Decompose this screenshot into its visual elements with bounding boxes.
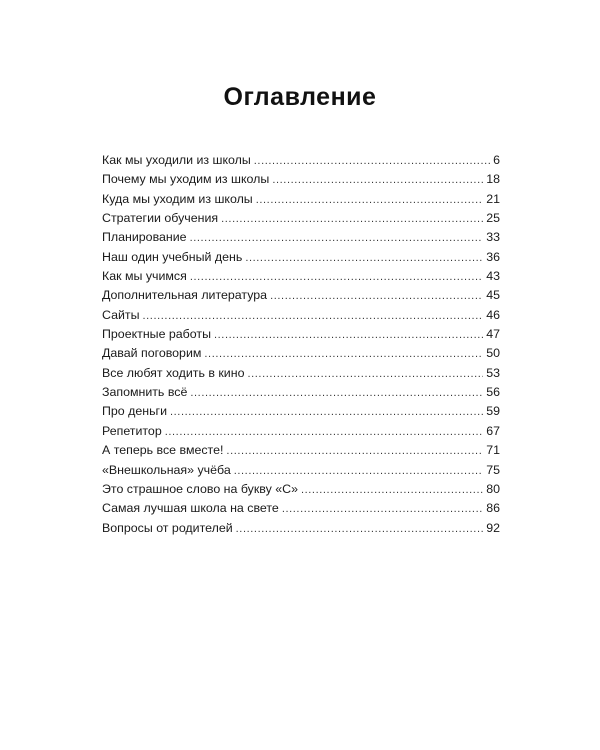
toc-entry[interactable] bbox=[102, 480, 500, 499]
toc-entry-page: 36 bbox=[486, 249, 500, 264]
toc-entry[interactable] bbox=[102, 228, 500, 247]
toc-entry[interactable] bbox=[102, 209, 500, 228]
toc-entry-page: 45 bbox=[486, 288, 500, 303]
toc-entry[interactable] bbox=[102, 383, 500, 402]
toc-entry-title: Как мы уходили из школы bbox=[102, 153, 251, 167]
toc-dot-leader bbox=[247, 365, 483, 384]
toc-entry-page: 43 bbox=[486, 269, 500, 284]
toc-entry-page: 56 bbox=[486, 385, 500, 400]
toc-entry[interactable] bbox=[102, 267, 500, 286]
toc-dot-leader bbox=[270, 287, 483, 306]
toc-entry[interactable] bbox=[102, 325, 500, 344]
toc-entry-title: Все любят ходить в кино bbox=[102, 365, 245, 380]
toc-entry-title: Запомнить всё bbox=[102, 385, 188, 400]
toc-entry[interactable] bbox=[102, 190, 500, 209]
toc-entry-page: 67 bbox=[486, 423, 500, 438]
toc-dot-leader bbox=[170, 403, 483, 422]
toc-entry-page: 86 bbox=[486, 501, 500, 516]
toc-dot-leader bbox=[256, 191, 483, 210]
toc-dot-leader bbox=[204, 345, 483, 364]
toc-entry-title: Куда мы уходим из школы bbox=[102, 191, 253, 206]
toc-entry-page: 46 bbox=[486, 307, 500, 322]
toc-entry-title: Наш один учебный день bbox=[102, 249, 243, 264]
toc-dot-leader bbox=[214, 326, 483, 345]
table-of-contents bbox=[102, 151, 500, 538]
toc-entry[interactable] bbox=[102, 248, 500, 267]
toc-dot-leader bbox=[226, 442, 483, 461]
toc-entry-title: Стратегии обучения bbox=[102, 211, 219, 226]
toc-dot-leader bbox=[190, 268, 483, 287]
toc-entry-title: Про деньги bbox=[102, 404, 167, 419]
toc-entry-title: Почему мы уходим из школы bbox=[102, 172, 270, 187]
toc-entry[interactable] bbox=[102, 441, 500, 460]
toc-entry-title: Репетитор bbox=[102, 423, 162, 438]
toc-dot-leader bbox=[236, 520, 484, 539]
toc-entry-title: «Внешкольная» учёба bbox=[102, 462, 231, 477]
toc-entry-page: 47 bbox=[486, 327, 500, 342]
toc-entry[interactable] bbox=[102, 344, 500, 363]
toc-entry-page: 53 bbox=[486, 365, 500, 380]
toc-dot-leader bbox=[190, 229, 484, 248]
toc-dot-leader bbox=[190, 384, 483, 403]
toc-dot-leader bbox=[301, 481, 483, 500]
toc-entry-title: Это страшное слово на букву «С» bbox=[102, 481, 298, 496]
toc-dot-leader bbox=[282, 500, 483, 519]
toc-entry-page: 71 bbox=[486, 443, 500, 458]
toc-entry[interactable] bbox=[102, 151, 500, 170]
toc-entry[interactable] bbox=[102, 402, 500, 421]
toc-entry-page: 92 bbox=[486, 520, 500, 535]
toc-entry-page: 59 bbox=[486, 404, 500, 419]
toc-entry-page: 75 bbox=[486, 462, 500, 477]
toc-dot-leader bbox=[221, 210, 483, 229]
page-title: Оглавление bbox=[223, 82, 377, 111]
toc-entry-page: 6 bbox=[493, 153, 500, 167]
toc-entry[interactable] bbox=[102, 286, 500, 305]
toc-dot-leader bbox=[142, 307, 483, 326]
toc-dot-leader bbox=[234, 462, 483, 481]
toc-entry-title: Дополнительная литература bbox=[102, 288, 268, 303]
toc-dot-leader bbox=[165, 423, 483, 442]
toc-entry-title: Проектные работы bbox=[102, 327, 211, 342]
toc-entry-title: Сайты bbox=[102, 307, 140, 322]
toc-dot-leader bbox=[245, 249, 483, 268]
toc-entry[interactable] bbox=[102, 519, 500, 538]
toc-entry[interactable] bbox=[102, 422, 500, 441]
toc-entry-title: Планирование bbox=[102, 230, 187, 245]
toc-dot-leader bbox=[254, 152, 490, 171]
toc-entry[interactable] bbox=[102, 364, 500, 383]
toc-entry-title: Самая лучшая школа на свете bbox=[102, 501, 279, 516]
toc-entry[interactable] bbox=[102, 170, 500, 189]
toc-entry-title: Давай поговорим bbox=[102, 346, 202, 361]
toc-entry-title: Вопросы от родителей bbox=[102, 520, 233, 535]
toc-entry[interactable] bbox=[102, 306, 500, 325]
toc-entry[interactable] bbox=[102, 461, 500, 480]
toc-entry[interactable] bbox=[102, 499, 500, 518]
toc-entry-page: 25 bbox=[486, 211, 500, 226]
toc-entry-page: 33 bbox=[486, 230, 500, 245]
toc-entry-page: 80 bbox=[486, 481, 500, 496]
toc-entry-page: 50 bbox=[486, 346, 500, 361]
toc-entry-title: Как мы учимся bbox=[102, 269, 187, 284]
toc-entry-title: А теперь все вместе! bbox=[102, 443, 224, 458]
toc-entry-page: 18 bbox=[486, 172, 500, 187]
toc-entry-page: 21 bbox=[486, 191, 500, 206]
toc-dot-leader bbox=[272, 171, 483, 190]
